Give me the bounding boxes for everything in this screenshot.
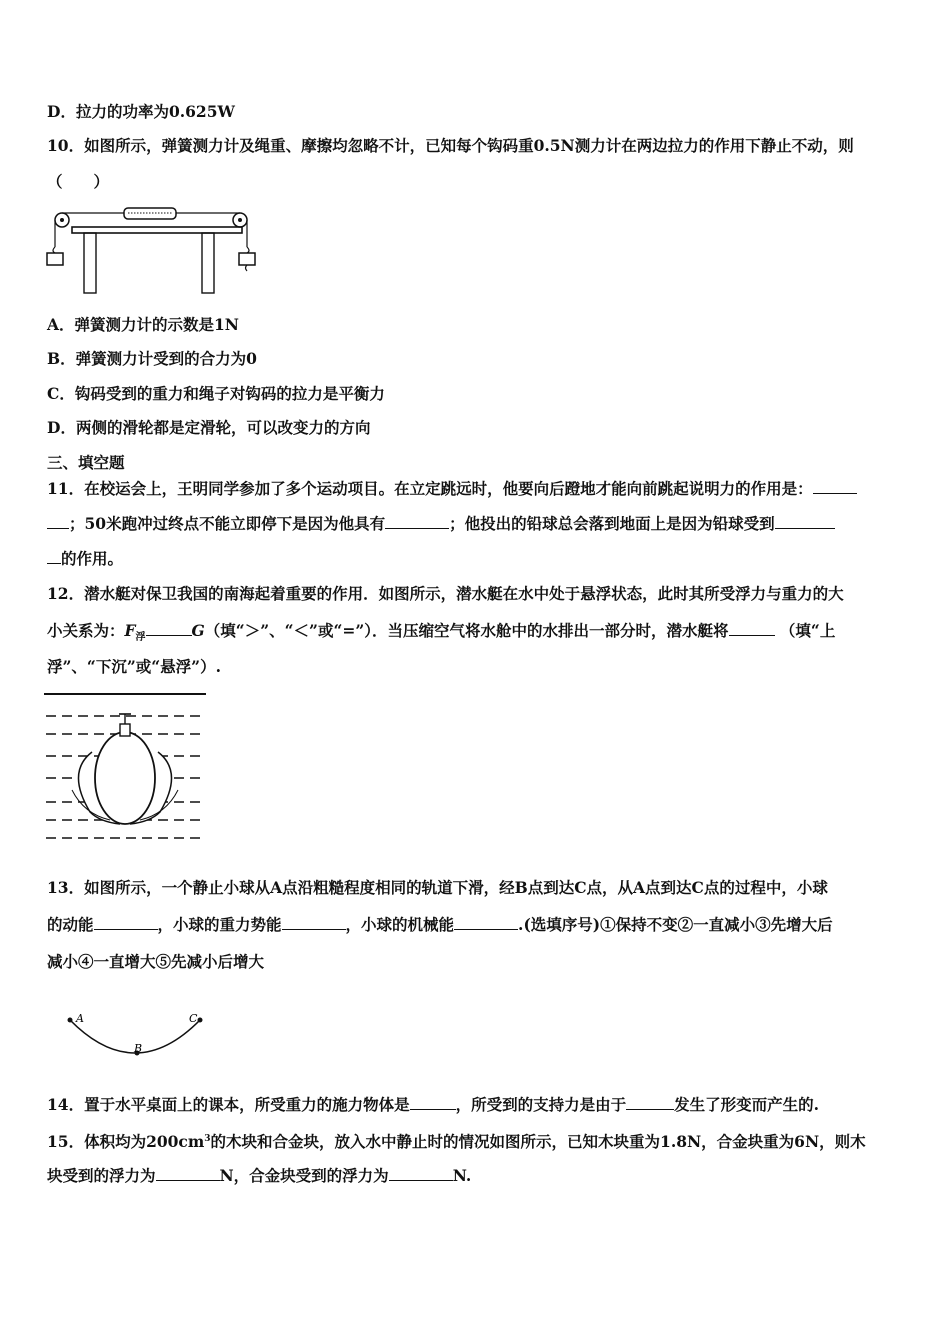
q15-line2-text-a: 块受到的浮力为	[47, 1166, 156, 1185]
q13-track-figure	[60, 1008, 220, 1064]
q11-blank-3a	[775, 514, 835, 529]
q14-text-a: 14．置于水平桌面上的课本，所受重力的施力物体是	[47, 1095, 410, 1114]
section-heading: 三、填空题	[47, 453, 125, 472]
q12-symbol-g: G	[191, 621, 205, 640]
q13-line2-text-b: ，小球的重力势能	[157, 915, 282, 934]
q13-line2-text-c: ，小球的机械能	[345, 915, 455, 934]
q15-line2-text-c: N.	[452, 1166, 472, 1185]
q12-blank-2	[729, 621, 775, 636]
q11-blank-1a	[813, 479, 857, 494]
q13-line2-text-d: .(选填序号)①保持不变②一直减小③先增大后	[518, 915, 833, 934]
q10-stem-line1: 10．如图所示，弹簧测力计及绳重、摩擦均忽略不计，已知每个钩码重0.5N测力计在两边拉力的作用下静止不动，则	[47, 136, 854, 155]
q12-line2-text-c: （填“上	[779, 621, 836, 640]
q12-line3: 浮”、“下沉”或“悬浮”）.	[47, 657, 221, 676]
q13-line2-text-a: 的动能	[47, 915, 94, 934]
q15-blank-1	[156, 1166, 220, 1181]
q13-label-b: B	[134, 1042, 143, 1055]
q14-text-c: 发生了形变而产生的.	[674, 1095, 819, 1114]
q13-line1: 13．如图所示，一个静止小球从A点沿粗糙程度相同的轨道下滑，经B点到达C点，从A点到达C点的过程中，小球	[47, 878, 828, 897]
q10-option-c: C．钩码受到的重力和绳子对钩码的拉力是平衡力	[47, 384, 385, 403]
q11-line3-text: 的作用。	[61, 549, 124, 568]
q9-option-d: D．拉力的功率为0.625W	[47, 102, 235, 121]
q15-blank-2	[389, 1166, 453, 1181]
q15-line2	[47, 1165, 906, 1187]
q12-line2-text-a: 小关系为：	[47, 621, 125, 640]
q13-label-a: A	[76, 1012, 84, 1025]
q12-line2	[47, 620, 906, 649]
q15-line1	[47, 1128, 906, 1153]
q12-symbol-f-subscript: 浮	[135, 632, 146, 644]
q10-option-a: A．弹簧测力计的示数是1N	[47, 315, 239, 334]
q14-blank-2	[626, 1095, 674, 1110]
q12-symbol-f: F	[124, 621, 136, 640]
q11-blank-1b	[47, 514, 69, 529]
q10-option-b: B．弹簧测力计受到的合力为0	[47, 349, 257, 368]
q13-blank-1	[94, 915, 158, 930]
q13-label-c: C	[189, 1012, 198, 1025]
q11-blank-2	[385, 514, 449, 529]
q14-text-b: ，所受到的支持力是由于	[455, 1095, 627, 1114]
q12-submarine-figure	[44, 690, 209, 845]
q13-blank-3	[454, 915, 518, 930]
q11-line2-text-b: ；他投出的铅球总会落到地面上是因为铅球受到	[449, 514, 775, 533]
q13-line3: 减小④一直增大⑤先减小后增大	[47, 952, 265, 971]
q13-line2	[47, 914, 906, 936]
q15-line1-text-b: 的木块和合金块，放入水中静止时的情况如图所示，已知木块重为1.8N，合金块重为6N，则木	[210, 1132, 866, 1152]
q14-line	[47, 1094, 906, 1116]
q11-line1-text: 11．在校运会上，王明同学参加了多个运动项目。在立定跳远时，他要向后蹬地才能向前跳起说明力的作用是：	[47, 479, 813, 498]
q10-spring-balance-figure	[42, 200, 272, 300]
q11-line3	[47, 548, 906, 570]
q10-answer-bracket: （ ）	[47, 172, 110, 191]
q11-line2-text-a: ；50米跑冲过终点不能立即停下是因为他具有	[69, 514, 386, 533]
q15-line2-text-b: N，合金块受到的浮力为	[219, 1166, 389, 1185]
q13-blank-2	[282, 915, 346, 930]
q12-blank-1	[146, 621, 192, 636]
q15-line1-text-a: 15．体积均为200cm	[47, 1132, 205, 1152]
q11-line2	[47, 513, 906, 535]
q11-line1	[47, 478, 906, 500]
q10-option-d: D．两侧的滑轮都是定滑轮，可以改变力的方向	[47, 418, 371, 437]
q12-line1: 12．潜水艇对保卫我国的南海起着重要的作用．如图所示，潜水艇在水中处于悬浮状态，此时其所受浮力与重力的大	[47, 584, 844, 603]
q15-line1-superscript: 3	[204, 1134, 211, 1144]
q14-blank-1	[410, 1095, 456, 1110]
q11-blank-3b	[47, 549, 61, 564]
q12-line2-text-b: （填“＞”、“＜”或“=”）．当压缩空气将水舱中的水排出一部分时，潜水艇将	[204, 621, 729, 640]
